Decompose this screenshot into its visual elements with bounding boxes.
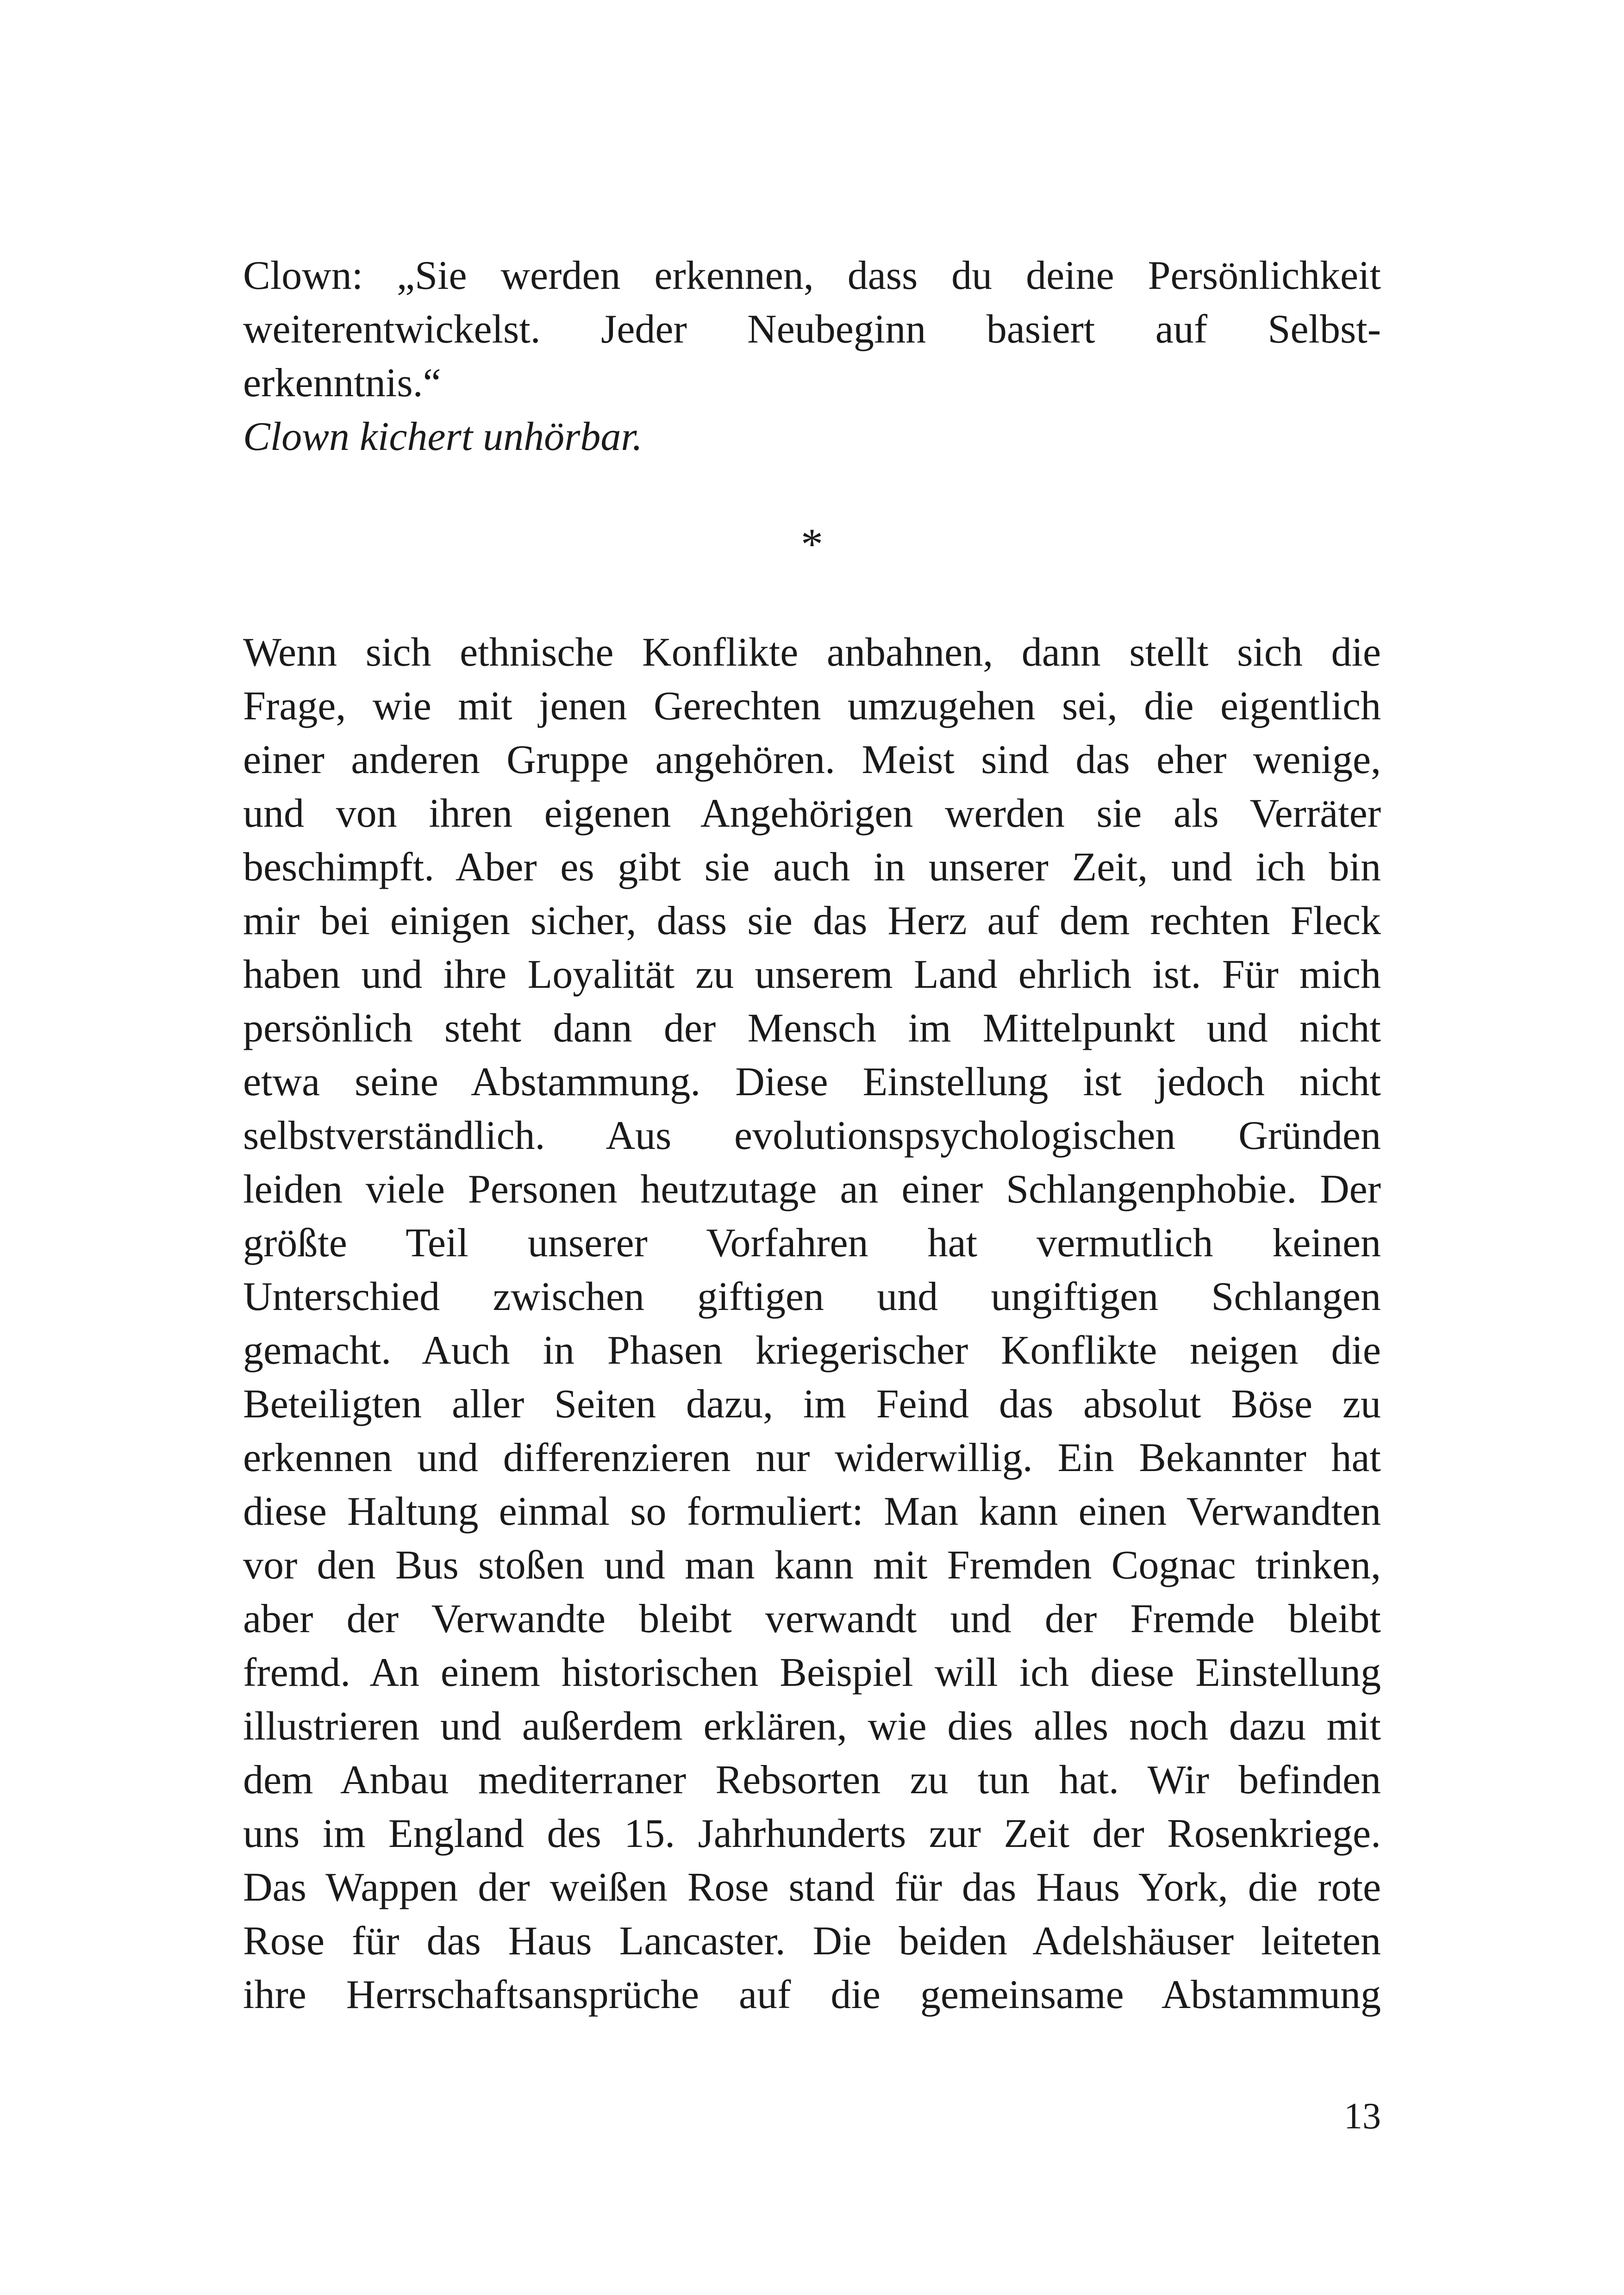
paragraph-line: dem Anbau mediterraner Rebsorten zu tun hat. Wir befinden <box>243 1758 1381 1802</box>
paragraph-line: illustrieren und außerdem erklären, wie dies alles noch dazu mit <box>243 1704 1381 1749</box>
section-separator: * <box>801 519 823 569</box>
paragraph-line: haben und ihre Loyalität zu unserem Land ehrlich ist. Für mich <box>243 952 1381 997</box>
dialogue-line: weiterentwickelst. Jeder Neubeginn basiert auf Selbst- <box>243 307 1381 352</box>
paragraph-line: Frage, wie mit jenen Gerechten umzugehen sei, die eigentlich <box>243 684 1381 729</box>
paragraph-line: größte Teil unserer Vorfahren hat vermutlich keinen <box>243 1221 1381 1266</box>
paragraph-line: gemacht. Auch in Phasen kriegerischer Konflikte neigen die <box>243 1328 1381 1373</box>
paragraph-line: beschimpft. Aber es gibt sie auch in unserer Zeit, und ich bin <box>243 845 1381 890</box>
paragraph-line: aber der Verwandte bleibt verwandt und der Fremde bleibt <box>243 1597 1381 1641</box>
paragraph-line: uns im England des 15. Jahrhunderts zur Zeit der Rosenkriege. <box>243 1811 1381 1856</box>
paragraph-line: mir bei einigen sicher, dass sie das Herz auf dem rechten Fleck <box>243 898 1381 943</box>
paragraph-line: Beteiligten aller Seiten dazu, im Feind das absolut Böse zu <box>243 1382 1381 1427</box>
paragraph-line: leiden viele Personen heutzutage an einer Schlangenphobie. Der <box>243 1167 1381 1212</box>
paragraph-line: ihre Herrschaftsansprüche auf die gemeinsame Abstammung <box>243 1972 1381 2017</box>
paragraph-line: einer anderen Gruppe angehören. Meist sind das eher wenige, <box>243 737 1381 782</box>
paragraph-line: Das Wappen der weißen Rose stand für das Haus York, die rote <box>243 1865 1381 1910</box>
paragraph-line: Unterschied zwischen giftigen und ungiftigen Schlangen <box>243 1274 1381 1319</box>
paragraph-line: und von ihren eigenen Angehörigen werden sie als Verräter <box>243 791 1381 836</box>
dialogue-line: erkenntnis.“ <box>243 361 441 405</box>
paragraph-line: erkennen und differenzieren nur widerwillig. Ein Bekannter hat <box>243 1435 1381 1480</box>
paragraph-line: vor den Bus stoßen und man kann mit Fremden Cognac trinken, <box>243 1543 1381 1588</box>
page-number: 13 <box>1344 2096 1381 2137</box>
paragraph-line: selbstverständlich. Aus evolutionspsychologischen Gründen <box>243 1113 1381 1158</box>
paragraph-line: Wenn sich ethnische Konflikte anbahnen, dann stellt sich die <box>243 630 1381 675</box>
stage-direction: Clown kichert unhörbar. <box>243 414 643 459</box>
dialogue-line: Clown: „Sie werden erkennen, dass du deine Persönlichkeit <box>243 253 1381 298</box>
paragraph-line: Rose für das Haus Lancaster. Die beiden Adelshäuser leiteten <box>243 1919 1381 1964</box>
paragraph-line: fremd. An einem historischen Beispiel will ich diese Einstellung <box>243 1650 1381 1695</box>
paragraph-line: etwa seine Abstammung. Diese Einstellung ist jedoch nicht <box>243 1060 1381 1104</box>
paragraph-line: diese Haltung einmal so formuliert: Man kann einen Verwandten <box>243 1489 1381 1534</box>
paragraph-line: persönlich steht dann der Mensch im Mittelpunkt und nicht <box>243 1006 1381 1051</box>
